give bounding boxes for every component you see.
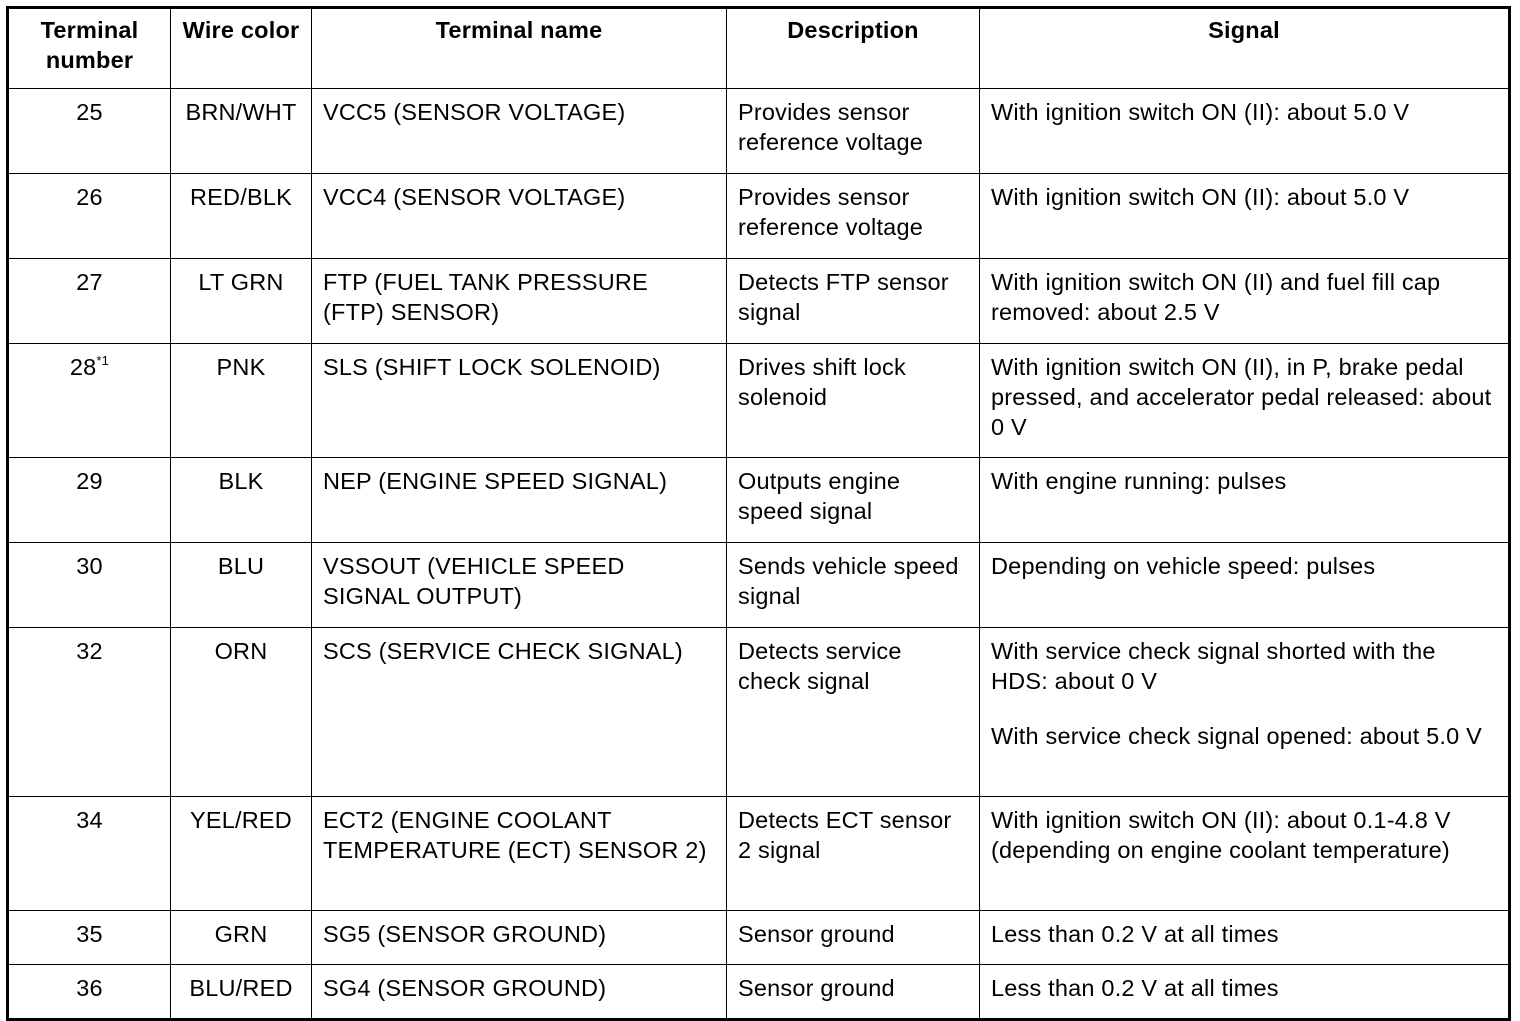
terminal-name-cell: SG4 (SENSOR GROUND) xyxy=(312,965,727,1020)
terminal-name-cell: SCS (SERVICE CHECK SIGNAL) xyxy=(312,628,727,797)
wire-color-cell: RED/BLK xyxy=(171,174,312,259)
terminal-number-cell xyxy=(8,543,171,628)
header-row xyxy=(8,8,1510,89)
header-terminal-number: Terminal number xyxy=(8,8,171,89)
signal-cell xyxy=(980,458,1510,543)
terminal-name-cell: VCC4 (SENSOR VOLTAGE) xyxy=(312,174,727,259)
description-cell: Detects FTP sensor signal xyxy=(727,259,980,344)
terminal-number-cell xyxy=(8,89,171,174)
signal-text: Depending on vehicle speed: pulses xyxy=(991,553,1376,579)
signal-text: With service check signal opened: about 5.0 V xyxy=(991,723,1483,749)
terminal-name-cell: SG5 (SENSOR GROUND) xyxy=(312,911,727,965)
terminal-name-cell: VCC5 (SENSOR VOLTAGE) xyxy=(312,89,727,174)
terminal-number-cell xyxy=(8,344,171,458)
terminal-number-cell xyxy=(8,458,171,543)
signal-text: With service check signal shorted with the HDS: about 0 V xyxy=(991,638,1436,694)
header-description: Description xyxy=(727,8,980,89)
terminal-number-cell xyxy=(8,174,171,259)
wire-color-cell: PNK xyxy=(171,344,312,458)
signal-text: With ignition switch ON (II): about 5.0 V xyxy=(991,184,1410,210)
description-cell: Provides sensor reference voltage xyxy=(727,174,980,259)
description-cell: Detects ECT sensor 2 signal xyxy=(727,797,980,911)
terminal-name-cell: VSSOUT (VEHICLE SPEED SIGNAL OUTPUT) xyxy=(312,543,727,628)
terminal-number: 25 xyxy=(76,99,103,125)
terminal-number: 35 xyxy=(76,921,103,947)
signal-cell xyxy=(980,259,1510,344)
table-row xyxy=(8,628,1510,797)
terminal-number: 27 xyxy=(76,269,103,295)
terminal-number: 30 xyxy=(76,553,103,579)
signal-text: Less than 0.2 V at all times xyxy=(991,921,1279,947)
signal-cell xyxy=(980,174,1510,259)
signal-text: With engine running: pulses xyxy=(991,468,1287,494)
description-cell: Detects service check signal xyxy=(727,628,980,797)
header-signal: Signal xyxy=(980,8,1510,89)
table-row xyxy=(8,174,1510,259)
table-row xyxy=(8,344,1510,458)
signal-text: With ignition switch ON (II): about 5.0 V xyxy=(991,99,1410,125)
wire-color-cell: BLK xyxy=(171,458,312,543)
terminal-number-cell xyxy=(8,911,171,965)
terminal-name-cell: FTP (FUEL TANK PRESSURE (FTP) SENSOR) xyxy=(312,259,727,344)
signal-cell xyxy=(980,965,1510,1020)
terminal-name-cell: ECT2 (ENGINE COOLANT TEMPERATURE (ECT) SENSOR 2) xyxy=(312,797,727,911)
terminal-number: 29 xyxy=(76,468,103,494)
table-row xyxy=(8,911,1510,965)
terminal-number: 32 xyxy=(76,638,103,664)
description-cell: Sends vehicle speed signal xyxy=(727,543,980,628)
description-cell: Sensor ground xyxy=(727,911,980,965)
signal-cell xyxy=(980,911,1510,965)
description-cell: Drives shift lock solenoid xyxy=(727,344,980,458)
wire-color-cell: BLU xyxy=(171,543,312,628)
header-terminal-name: Terminal name xyxy=(312,8,727,89)
signal-text: With ignition switch ON (II) and fuel fill cap removed: about 2.5 V xyxy=(991,269,1441,325)
description-cell: Provides sensor reference voltage xyxy=(727,89,980,174)
signal-text: With ignition switch ON (II), in P, brake pedal pressed, and accelerator pedal released: about 0 V xyxy=(991,354,1492,440)
terminal-name-cell: NEP (ENGINE SPEED SIGNAL) xyxy=(312,458,727,543)
table-row xyxy=(8,89,1510,174)
wire-color-cell: ORN xyxy=(171,628,312,797)
wire-color-cell: YEL/RED xyxy=(171,797,312,911)
signal-text: Less than 0.2 V at all times xyxy=(991,975,1279,1001)
wire-color-cell: GRN xyxy=(171,911,312,965)
table-row xyxy=(8,797,1510,911)
terminal-number: 28 xyxy=(69,354,97,380)
wire-color-cell: BLU/RED xyxy=(171,965,312,1020)
terminal-number: 34 xyxy=(76,807,103,833)
terminal-number: 36 xyxy=(76,975,103,1001)
table-row xyxy=(8,259,1510,344)
signal-text: With ignition switch ON (II): about 0.1-4.8 V (depending on engine coolant temperature) xyxy=(991,807,1451,863)
signal-cell xyxy=(980,344,1510,458)
header-wire-color: Wire color xyxy=(171,8,312,89)
footnote-marker: *1 xyxy=(96,353,110,368)
terminal-name-cell: SLS (SHIFT LOCK SOLENOID) xyxy=(312,344,727,458)
terminal-number-cell xyxy=(8,628,171,797)
signal-cell xyxy=(980,797,1510,911)
table-row xyxy=(8,458,1510,543)
description-cell: Sensor ground xyxy=(727,965,980,1020)
terminal-number-cell xyxy=(8,965,171,1020)
signal-cell xyxy=(980,89,1510,174)
wire-color-cell: LT GRN xyxy=(171,259,312,344)
wire-color-cell: BRN/WHT xyxy=(171,89,312,174)
terminal-number: 26 xyxy=(76,184,103,210)
table-row xyxy=(8,965,1510,1020)
table-row xyxy=(8,543,1510,628)
description-cell: Outputs engine speed signal xyxy=(727,458,980,543)
terminal-number-cell xyxy=(8,259,171,344)
terminal-number-cell xyxy=(8,797,171,911)
signal-cell xyxy=(980,543,1510,628)
terminal-table xyxy=(6,6,1511,1021)
signal-cell xyxy=(980,628,1510,797)
